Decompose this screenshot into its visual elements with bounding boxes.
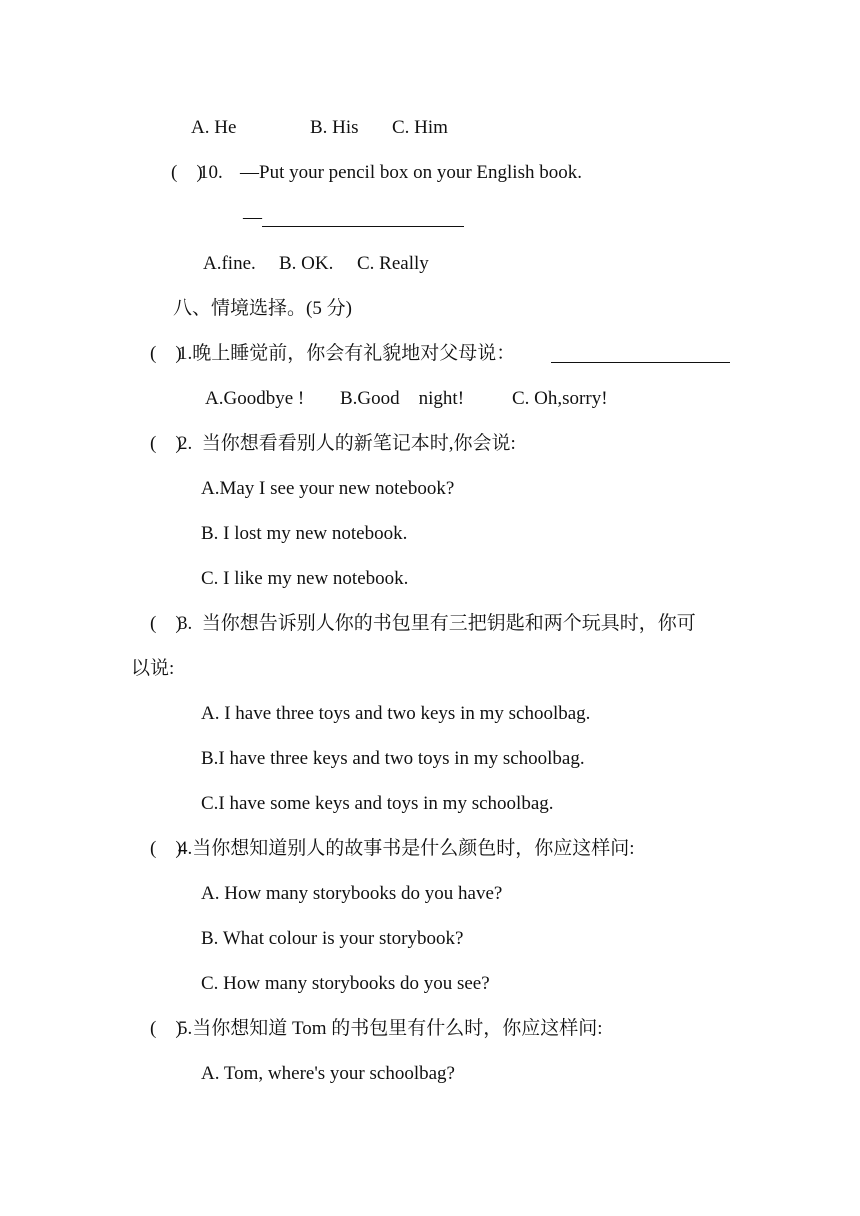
option-a: A. Tom, where's your schoolbag? <box>201 1063 455 1084</box>
option-a: A.fine. <box>203 253 256 274</box>
reply-dash: — <box>243 207 262 228</box>
option-c: C. How many storybooks do you see? <box>201 973 490 994</box>
option-b: B. What colour is your storybook? <box>201 928 464 949</box>
option-b: B. His <box>310 117 359 138</box>
question-prompt: 1.晚上睡觉前，你会有礼貌地对父母说： <box>178 343 516 364</box>
question-prompt: 3. 当你想告诉别人你的书包里有三把钥匙和两个玩具时，你可 <box>178 613 696 634</box>
answer-paren: ( ) <box>150 838 182 859</box>
option-b: B. OK. <box>279 253 334 274</box>
answer-paren: ( ) <box>150 613 182 634</box>
answer-blank <box>551 344 730 363</box>
option-a: A. I have three toys and two keys in my schoolbag. <box>201 703 591 724</box>
section-heading: 八、情境选择。(5 分) <box>173 298 352 319</box>
answer-paren: ( ) <box>150 1018 182 1039</box>
option-a: A. He <box>191 117 237 138</box>
option-a: A.Goodbye ! <box>205 388 305 409</box>
option-b: B. I lost my new notebook. <box>201 523 408 544</box>
option-b: B.Good night! <box>340 388 465 409</box>
answer-blank <box>262 208 464 227</box>
question-prompt: 5.当你想知道 Tom 的书包里有什么时，你应这样问: <box>178 1018 603 1039</box>
question-prompt: 4.当你想知道别人的故事书是什么颜色时，你应这样问: <box>178 838 635 859</box>
option-a: A. How many storybooks do you have? <box>201 883 503 904</box>
option-c: C. I like my new notebook. <box>201 568 409 589</box>
option-c: C.I have some keys and toys in my schoolbag. <box>201 793 554 814</box>
answer-paren: ( ) <box>150 433 182 454</box>
question-prompt-continued: 以说: <box>131 658 175 679</box>
question-number: 10. <box>199 162 223 183</box>
option-c: C. Really <box>357 253 429 274</box>
option-c: C. Oh,sorry! <box>512 388 608 409</box>
option-b: B.I have three keys and two toys in my schoolbag. <box>201 748 585 769</box>
question-prompt: —Put your pencil box on your English book. <box>240 162 582 183</box>
option-a: A.May I see your new notebook? <box>201 478 455 499</box>
answer-paren: ( ) <box>171 162 203 183</box>
option-c: C. Him <box>392 117 448 138</box>
question-prompt: 2. 当你想看看别人的新笔记本时,你会说: <box>178 433 516 454</box>
answer-paren: ( ) <box>150 343 182 364</box>
